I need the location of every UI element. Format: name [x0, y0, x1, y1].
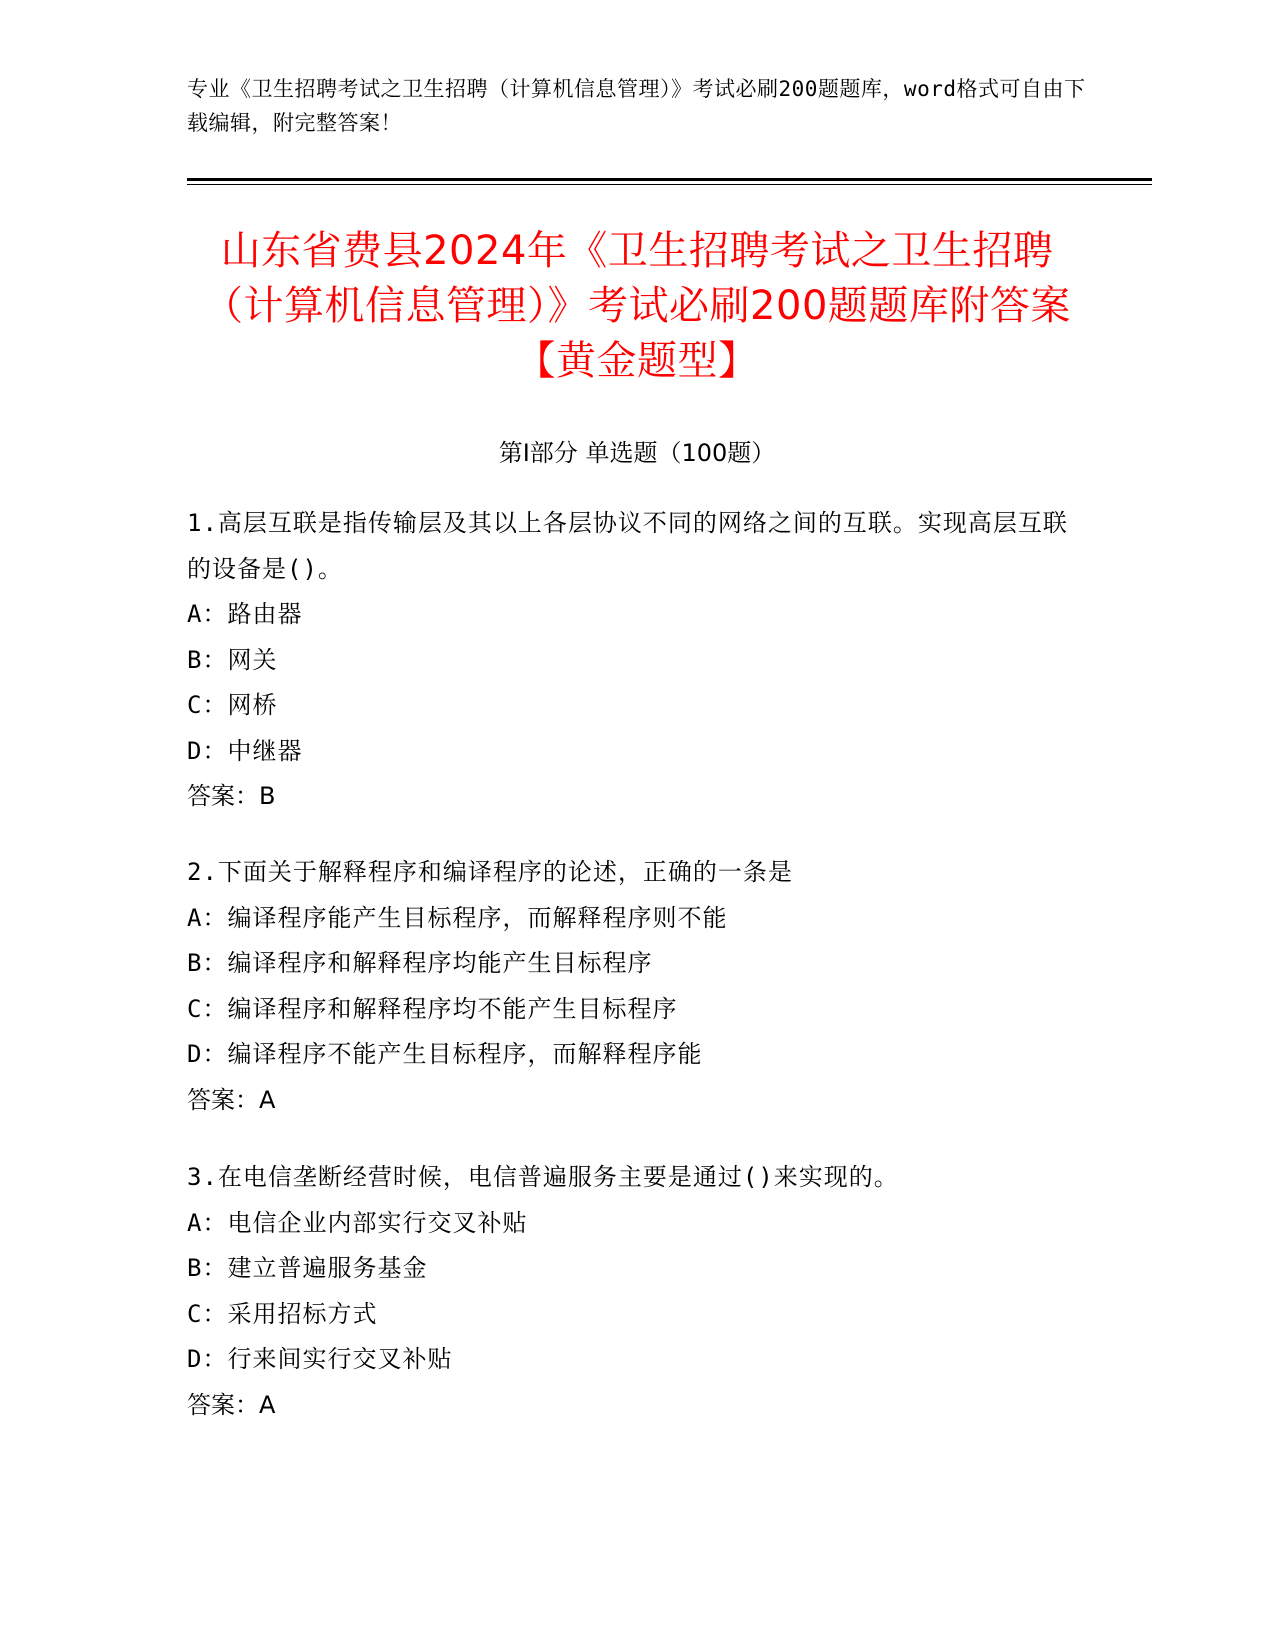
option-b [187, 941, 1087, 987]
option-text: 行来间实行交叉补贴 [227, 1345, 453, 1373]
option-text: 编译程序能产生目标程序，而解释程序则不能 [227, 903, 728, 932]
header-divider-thick [187, 178, 1152, 181]
question-stem: 1.高层互联是指传输层及其以上各层协议不同的网络之间的互联。实现高层互联的设备是()。 [187, 509, 1068, 583]
option-key: B： [187, 645, 228, 674]
option-c [187, 683, 1087, 729]
document-title: 山东省费县2024年《卫生招聘考试之卫生招聘（计算机信息管理）》考试必刷200题题库附答案【黄金题型】 [203, 228, 1071, 384]
option-key: C： [187, 691, 228, 719]
option-key: A： [187, 903, 228, 932]
question-2 [187, 850, 1087, 1123]
option-d [187, 1337, 1087, 1383]
option-text: 网关 [227, 645, 278, 674]
option-a [187, 592, 1087, 638]
header-divider-thin [187, 184, 1152, 185]
option-d [187, 729, 1087, 775]
option-b [187, 638, 1087, 684]
option-key: D： [187, 736, 228, 765]
section-title: 第I部分 单选题（100题） [498, 439, 776, 467]
option-key: B： [187, 949, 228, 977]
header-note: 专业《卫生招聘考试之卫生招聘（计算机信息管理）》考试必刷200题题库，word格式可自由下载编辑，附完整答案！ [187, 77, 1086, 135]
option-key: C： [187, 994, 228, 1023]
option-text: 路由器 [227, 600, 303, 628]
option-text: 编译程序和解释程序均不能产生目标程序 [227, 994, 678, 1023]
option-key: D： [187, 1345, 228, 1373]
option-text: 中继器 [227, 736, 303, 765]
option-key: D： [187, 1040, 228, 1068]
option-c [187, 987, 1087, 1033]
option-a [187, 896, 1087, 942]
option-text: 编译程序和解释程序均能产生目标程序 [227, 949, 653, 977]
option-key: B： [187, 1254, 228, 1282]
option-key: A： [187, 600, 228, 628]
option-d [187, 1032, 1087, 1078]
answer-line: 答案：A [187, 1390, 276, 1419]
option-text: 编译程序不能产生目标程序，而解释程序能 [227, 1040, 703, 1068]
option-key: A： [187, 1208, 228, 1237]
answer-line: 答案：A [187, 1085, 276, 1114]
option-a [187, 1201, 1087, 1247]
option-text: 建立普遍服务基金 [227, 1254, 428, 1282]
option-text: 网桥 [227, 691, 278, 719]
option-key: C： [187, 1299, 228, 1328]
question-1 [187, 501, 1087, 820]
option-text: 采用招标方式 [227, 1299, 378, 1328]
option-b [187, 1246, 1087, 1292]
answer-line: 答案：B [187, 782, 276, 810]
option-c [187, 1292, 1087, 1338]
question-3 [187, 1155, 1087, 1428]
question-stem: 2.下面关于解释程序和编译程序的论述，正确的一条是 [187, 858, 793, 886]
question-stem: 3.在电信垄断经营时候，电信普遍服务主要是通过()来实现的。 [187, 1163, 899, 1191]
option-text: 电信企业内部实行交叉补贴 [227, 1208, 528, 1237]
